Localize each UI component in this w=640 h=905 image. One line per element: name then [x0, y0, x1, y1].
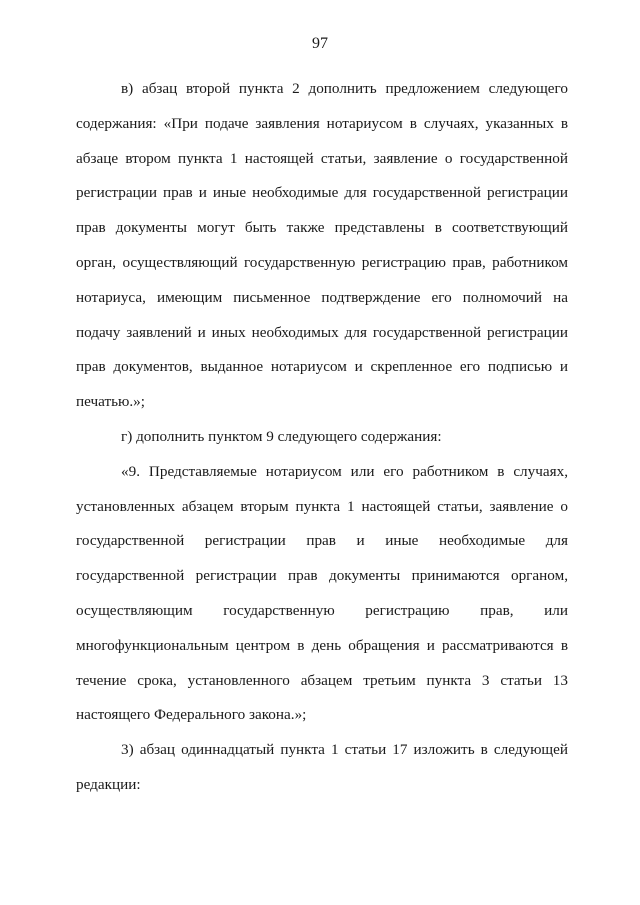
text-line: редакции: — [76, 775, 141, 793]
text-line: орган, осуществляющий государственную регистрацию прав, работником — [76, 253, 568, 271]
text-line: 3) абзац одиннадцатый пункта 1 статьи 17 изложить в следующей — [121, 741, 568, 759]
text-line: нотариуса, имеющим письменное подтверждение его полномочий на — [76, 288, 568, 306]
text-line: прав документов, выданное нотариусом и скрепленное его подписью и — [76, 358, 568, 376]
text-line: настоящего Федерального закона.»; — [76, 706, 307, 724]
text-line: г) дополнить пунктом 9 следующего содержания: — [121, 427, 442, 445]
text-line: течение срока, установленного абзацем третьим пункта 3 статьи 13 — [76, 671, 568, 689]
text-line: подачу заявлений и иных необходимых для государственной регистрации — [76, 323, 568, 341]
page-number: 97 — [312, 35, 328, 52]
text-line: установленных абзацем вторым пункта 1 настоящей статьи, заявление о — [76, 497, 568, 515]
text-line: в) абзац второй пункта 2 дополнить предложением следующего — [121, 80, 568, 97]
text-line: государственной регистрации прав и иные необходимые для — [76, 532, 568, 550]
text-line: государственной регистрации прав документы принимаются органом, — [76, 567, 568, 585]
text-line: содержания: «При подаче заявления нотариусом в случаях, указанных в — [76, 114, 568, 132]
text-line: печатью.»; — [76, 393, 145, 411]
text-line: многофункциональным центром в день обращения и рассматриваются в — [76, 636, 568, 654]
text-line: осуществляющим государственную регистрацию прав, или — [76, 601, 568, 619]
text-line: абзаце втором пункта 1 настоящей статьи, заявление о государственной — [76, 149, 568, 167]
text-line: «9. Представляемые нотариусом или его работником в случаях, — [121, 462, 568, 480]
text-line: регистрации прав и иные необходимые для государственной регистрации — [76, 184, 568, 202]
text-line: прав документы могут быть также представлены в соответствующий — [76, 219, 568, 237]
document-body — [76, 72, 568, 803]
